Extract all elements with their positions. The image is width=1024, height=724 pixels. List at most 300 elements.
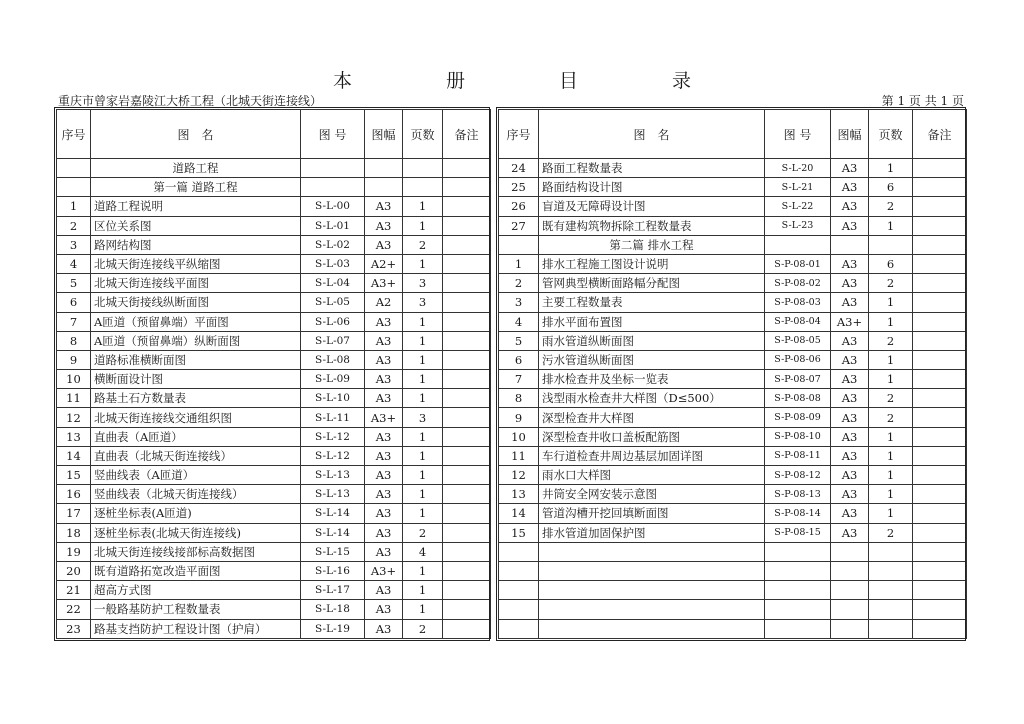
row-pages: 3 — [403, 293, 443, 312]
row-size: A3 — [365, 331, 403, 350]
row-size: A2+ — [365, 254, 403, 273]
table-row — [499, 235, 967, 254]
table-row — [499, 542, 967, 561]
row-seq: 5 — [57, 274, 91, 293]
row-remarks — [913, 254, 967, 273]
row-size: A3+ — [365, 274, 403, 293]
row-seq — [57, 159, 91, 178]
row-remarks — [913, 274, 967, 293]
row-code: S-L-07 — [301, 331, 365, 350]
row-seq: 6 — [499, 350, 539, 369]
row-remarks — [443, 446, 491, 465]
row-pages: 2 — [403, 523, 443, 542]
row-size: A3 — [365, 197, 403, 216]
row-pages: 2 — [869, 408, 913, 427]
row-code: S-L-14 — [301, 504, 365, 523]
row-size: A3 — [365, 216, 403, 235]
row-pages: 6 — [869, 254, 913, 273]
row-seq: 1 — [57, 197, 91, 216]
table-row — [57, 542, 491, 561]
right-header-row — [499, 110, 967, 159]
left-header-row — [57, 110, 491, 159]
row-name — [539, 600, 765, 619]
row-seq: 7 — [499, 370, 539, 389]
row-seq — [499, 581, 539, 600]
row-pages: 1 — [403, 446, 443, 465]
header-size: 图幅 — [831, 110, 869, 159]
row-remarks — [443, 312, 491, 331]
table-row — [57, 581, 491, 600]
row-seq: 19 — [57, 542, 91, 561]
row-code: S-L-00 — [301, 197, 365, 216]
row-remarks — [913, 197, 967, 216]
row-pages: 1 — [869, 427, 913, 446]
row-size: A3 — [831, 408, 869, 427]
table-row — [57, 216, 491, 235]
row-code: S-P-08-04 — [765, 312, 831, 331]
row-code: S-P-08-01 — [765, 254, 831, 273]
row-seq: 11 — [57, 389, 91, 408]
row-remarks — [443, 159, 491, 178]
table-row — [499, 408, 967, 427]
table-row — [57, 446, 491, 465]
row-size: A3 — [831, 293, 869, 312]
right-catalog-table — [498, 109, 967, 639]
header-code: 图 号 — [765, 110, 831, 159]
row-code: S-P-08-11 — [765, 446, 831, 465]
row-name: 主要工程数量表 — [539, 293, 765, 312]
row-code: S-P-08-09 — [765, 408, 831, 427]
row-size: A3 — [831, 350, 869, 369]
row-code: S-L-09 — [301, 370, 365, 389]
row-name: 竖曲线表（北城天街连接线） — [91, 485, 301, 504]
row-size: A3 — [365, 466, 403, 485]
left-catalog-table — [56, 109, 491, 639]
row-name: 第二篇 排水工程 — [539, 235, 765, 254]
row-remarks — [443, 561, 491, 580]
row-code: S-L-21 — [765, 178, 831, 197]
row-pages: 1 — [403, 485, 443, 504]
row-pages: 1 — [403, 331, 443, 350]
row-name: 北城天街连接线接部标高数据图 — [91, 542, 301, 561]
row-code: S-P-08-14 — [765, 504, 831, 523]
row-pages: 1 — [403, 370, 443, 389]
row-name: 路基支挡防护工程设计图（护肩） — [91, 619, 301, 638]
row-code: S-L-06 — [301, 312, 365, 331]
table-row — [499, 159, 967, 178]
row-pages: 2 — [403, 235, 443, 254]
header-name: 图 名 — [91, 110, 301, 159]
table-row — [499, 389, 967, 408]
row-seq: 1 — [499, 254, 539, 273]
row-size — [831, 581, 869, 600]
row-pages — [869, 581, 913, 600]
table-row — [499, 331, 967, 350]
row-remarks — [913, 427, 967, 446]
row-seq: 10 — [57, 370, 91, 389]
row-remarks — [443, 485, 491, 504]
row-seq: 25 — [499, 178, 539, 197]
row-size: A3 — [365, 619, 403, 638]
row-code: S-P-08-13 — [765, 485, 831, 504]
row-seq: 12 — [499, 466, 539, 485]
row-name — [539, 561, 765, 580]
row-seq: 2 — [57, 216, 91, 235]
row-pages: 1 — [869, 159, 913, 178]
row-size: A3 — [831, 178, 869, 197]
row-size: A3 — [831, 331, 869, 350]
row-pages: 1 — [403, 504, 443, 523]
row-code: S-P-08-06 — [765, 350, 831, 369]
row-code: S-P-08-02 — [765, 274, 831, 293]
row-pages — [869, 561, 913, 580]
row-size — [365, 178, 403, 197]
row-remarks — [443, 389, 491, 408]
table-row — [499, 466, 967, 485]
row-seq: 21 — [57, 581, 91, 600]
row-name: 车行道检查井周边基层加固详图 — [539, 446, 765, 465]
row-remarks — [443, 235, 491, 254]
row-pages: 1 — [869, 350, 913, 369]
row-remarks — [913, 542, 967, 561]
row-remarks — [913, 370, 967, 389]
row-code: S-L-03 — [301, 254, 365, 273]
row-pages: 1 — [869, 466, 913, 485]
row-name: 浅型雨水检查井大样图（D≤500） — [539, 389, 765, 408]
row-remarks — [443, 523, 491, 542]
row-name: 排水检查井及坐标一览表 — [539, 370, 765, 389]
row-code — [765, 619, 831, 638]
row-name: 第一篇 道路工程 — [91, 178, 301, 197]
row-remarks — [443, 331, 491, 350]
row-pages: 1 — [403, 466, 443, 485]
row-seq: 13 — [499, 485, 539, 504]
row-seq: 8 — [57, 331, 91, 350]
table-row — [499, 274, 967, 293]
row-pages: 1 — [869, 293, 913, 312]
table-row — [499, 254, 967, 273]
row-size: A3 — [831, 254, 869, 273]
row-size: A3 — [365, 312, 403, 331]
row-seq: 17 — [57, 504, 91, 523]
row-seq: 4 — [499, 312, 539, 331]
row-pages: 3 — [403, 274, 443, 293]
row-pages: 2 — [869, 197, 913, 216]
row-name — [539, 581, 765, 600]
row-seq: 18 — [57, 523, 91, 542]
row-remarks — [443, 197, 491, 216]
row-seq: 10 — [499, 427, 539, 446]
table-row — [57, 561, 491, 580]
table-row — [57, 408, 491, 427]
row-name: 道路工程 — [91, 159, 301, 178]
header-remarks: 备注 — [443, 110, 491, 159]
table-row — [57, 159, 491, 178]
row-pages — [869, 600, 913, 619]
row-name: A匝道（预留鼻端）平面图 — [91, 312, 301, 331]
row-pages — [869, 235, 913, 254]
table-row — [499, 581, 967, 600]
table-row — [57, 312, 491, 331]
table-row — [499, 293, 967, 312]
table-row — [499, 504, 967, 523]
row-seq: 23 — [57, 619, 91, 638]
table-row — [499, 370, 967, 389]
row-code: S-P-08-03 — [765, 293, 831, 312]
row-remarks — [913, 159, 967, 178]
row-name: 污水管道纵断面图 — [539, 350, 765, 369]
row-code — [765, 600, 831, 619]
row-size: A3 — [831, 446, 869, 465]
table-row — [57, 254, 491, 273]
row-code: S-L-02 — [301, 235, 365, 254]
row-seq: 14 — [499, 504, 539, 523]
row-name: 路面工程数量表 — [539, 159, 765, 178]
row-name: 一般路基防护工程数量表 — [91, 600, 301, 619]
row-name: 路网结构图 — [91, 235, 301, 254]
row-code: S-L-13 — [301, 485, 365, 504]
row-name: 排水管道加固保护图 — [539, 523, 765, 542]
row-name: 既有建构筑物拆除工程数量表 — [539, 216, 765, 235]
row-name: 排水平面布置图 — [539, 312, 765, 331]
row-name: 北城天街连接线交通组织图 — [91, 408, 301, 427]
row-pages: 1 — [403, 427, 443, 446]
table-row — [57, 293, 491, 312]
row-code: S-L-13 — [301, 466, 365, 485]
row-code — [765, 542, 831, 561]
row-remarks — [913, 350, 967, 369]
row-size: A3 — [831, 159, 869, 178]
row-seq — [499, 561, 539, 580]
row-size: A3 — [831, 504, 869, 523]
table-row — [57, 523, 491, 542]
row-seq: 11 — [499, 446, 539, 465]
header-pages: 页数 — [403, 110, 443, 159]
row-pages: 1 — [403, 600, 443, 619]
table-row — [57, 389, 491, 408]
table-row — [57, 600, 491, 619]
row-size: A3 — [365, 581, 403, 600]
row-pages: 1 — [403, 389, 443, 408]
row-code: S-P-08-15 — [765, 523, 831, 542]
row-remarks — [443, 427, 491, 446]
row-name: 雨水管道纵断面图 — [539, 331, 765, 350]
row-size — [831, 542, 869, 561]
row-code — [301, 178, 365, 197]
row-remarks — [913, 235, 967, 254]
row-seq: 16 — [57, 485, 91, 504]
table-row — [499, 485, 967, 504]
row-pages: 1 — [869, 370, 913, 389]
row-name: 北城天街接线纵断面图 — [91, 293, 301, 312]
row-remarks — [913, 446, 967, 465]
table-row — [57, 274, 491, 293]
table-row — [499, 312, 967, 331]
row-remarks — [913, 331, 967, 350]
row-code: S-L-12 — [301, 427, 365, 446]
table-row — [499, 561, 967, 580]
row-code: S-P-08-12 — [765, 466, 831, 485]
header-seq: 序号 — [57, 110, 91, 159]
header-size: 图幅 — [365, 110, 403, 159]
row-name: 北城天街连接线平纵缩图 — [91, 254, 301, 273]
row-size: A3 — [365, 504, 403, 523]
row-remarks — [913, 178, 967, 197]
row-remarks — [913, 523, 967, 542]
table-row — [499, 216, 967, 235]
row-remarks — [913, 485, 967, 504]
row-remarks — [443, 254, 491, 273]
row-size: A3 — [831, 274, 869, 293]
row-remarks — [443, 293, 491, 312]
page-title: 本 册 目 录 — [332, 70, 736, 92]
table-row — [57, 235, 491, 254]
row-name: 雨水口大样图 — [539, 466, 765, 485]
row-size: A3 — [365, 542, 403, 561]
table-row — [57, 485, 491, 504]
row-code: S-L-18 — [301, 600, 365, 619]
row-seq: 9 — [57, 350, 91, 369]
row-pages: 1 — [403, 197, 443, 216]
row-remarks — [443, 600, 491, 619]
row-code: S-L-14 — [301, 523, 365, 542]
row-seq — [499, 600, 539, 619]
row-code: S-P-08-05 — [765, 331, 831, 350]
row-size: A3 — [831, 216, 869, 235]
row-pages: 1 — [403, 350, 443, 369]
row-seq: 3 — [499, 293, 539, 312]
row-name: 直曲表（A匝道） — [91, 427, 301, 446]
row-size — [831, 600, 869, 619]
row-pages: 2 — [869, 523, 913, 542]
row-size: A3 — [831, 485, 869, 504]
row-code: S-L-20 — [765, 159, 831, 178]
row-code: S-L-08 — [301, 350, 365, 369]
row-size — [831, 561, 869, 580]
table-row — [57, 619, 491, 638]
row-seq — [57, 178, 91, 197]
row-size: A3+ — [365, 408, 403, 427]
row-name: 盲道及无障碍设计图 — [539, 197, 765, 216]
row-size: A3 — [831, 466, 869, 485]
row-size: A3 — [365, 370, 403, 389]
row-pages: 1 — [403, 561, 443, 580]
row-pages — [869, 619, 913, 638]
row-code: S-L-15 — [301, 542, 365, 561]
right-table-body — [499, 159, 967, 639]
table-row — [499, 600, 967, 619]
table-row — [499, 446, 967, 465]
row-remarks — [913, 216, 967, 235]
row-code: S-P-08-10 — [765, 427, 831, 446]
row-code — [301, 159, 365, 178]
row-remarks — [913, 389, 967, 408]
row-pages: 1 — [403, 216, 443, 235]
table-row — [57, 370, 491, 389]
row-remarks — [443, 619, 491, 638]
row-remarks — [443, 504, 491, 523]
row-name: 北城天街连接线平面图 — [91, 274, 301, 293]
row-pages: 1 — [403, 312, 443, 331]
row-name: 横断面设计图 — [91, 370, 301, 389]
row-size: A3+ — [831, 312, 869, 331]
row-size — [365, 159, 403, 178]
row-name: 道路标准横断面图 — [91, 350, 301, 369]
table-row — [57, 466, 491, 485]
row-code: S-L-17 — [301, 581, 365, 600]
row-size — [831, 235, 869, 254]
row-name: 排水工程施工图设计说明 — [539, 254, 765, 273]
table-row — [499, 619, 967, 638]
row-name: 既有道路拓宽改造平面图 — [91, 561, 301, 580]
row-remarks — [443, 370, 491, 389]
row-pages: 1 — [869, 485, 913, 504]
table-row — [57, 427, 491, 446]
row-size: A3 — [831, 427, 869, 446]
row-name: 路基土石方数量表 — [91, 389, 301, 408]
row-name: 道路工程说明 — [91, 197, 301, 216]
row-size: A3 — [365, 523, 403, 542]
row-name — [539, 619, 765, 638]
row-pages: 2 — [869, 274, 913, 293]
row-size: A3 — [831, 389, 869, 408]
row-pages: 2 — [869, 389, 913, 408]
row-remarks — [443, 542, 491, 561]
header-code: 图 号 — [301, 110, 365, 159]
row-seq: 2 — [499, 274, 539, 293]
row-seq: 4 — [57, 254, 91, 273]
row-code: S-L-16 — [301, 561, 365, 580]
header-name: 图 名 — [539, 110, 765, 159]
row-pages: 1 — [403, 581, 443, 600]
row-code: S-L-11 — [301, 408, 365, 427]
row-code: S-L-22 — [765, 197, 831, 216]
row-remarks — [443, 216, 491, 235]
row-remarks — [913, 466, 967, 485]
row-size: A3 — [365, 485, 403, 504]
row-remarks — [443, 466, 491, 485]
row-size: A3 — [365, 427, 403, 446]
row-size: A3 — [365, 446, 403, 465]
row-seq: 8 — [499, 389, 539, 408]
row-pages: 1 — [403, 254, 443, 273]
row-name: 逐桩坐标表(A匝道) — [91, 504, 301, 523]
row-size: A3+ — [365, 561, 403, 580]
row-name: 深型检查井大样图 — [539, 408, 765, 427]
page-info: 第 1 页 共 1 页 — [881, 94, 964, 108]
row-code: S-L-23 — [765, 216, 831, 235]
row-seq: 15 — [57, 466, 91, 485]
row-pages: 2 — [403, 619, 443, 638]
row-seq: 6 — [57, 293, 91, 312]
row-seq — [499, 235, 539, 254]
row-remarks — [913, 293, 967, 312]
row-seq: 3 — [57, 235, 91, 254]
row-size: A3 — [365, 600, 403, 619]
row-pages: 1 — [869, 216, 913, 235]
row-seq: 15 — [499, 523, 539, 542]
row-remarks — [443, 408, 491, 427]
row-seq: 20 — [57, 561, 91, 580]
row-pages: 3 — [403, 408, 443, 427]
row-name: 逐桩坐标表(北城天街连接线) — [91, 523, 301, 542]
row-size: A3 — [365, 350, 403, 369]
row-pages: 2 — [869, 331, 913, 350]
row-size: A2 — [365, 293, 403, 312]
row-pages — [869, 542, 913, 561]
row-name: 深型检查井收口盖板配筋图 — [539, 427, 765, 446]
row-name: A匝道（预留鼻端）纵断面图 — [91, 331, 301, 350]
